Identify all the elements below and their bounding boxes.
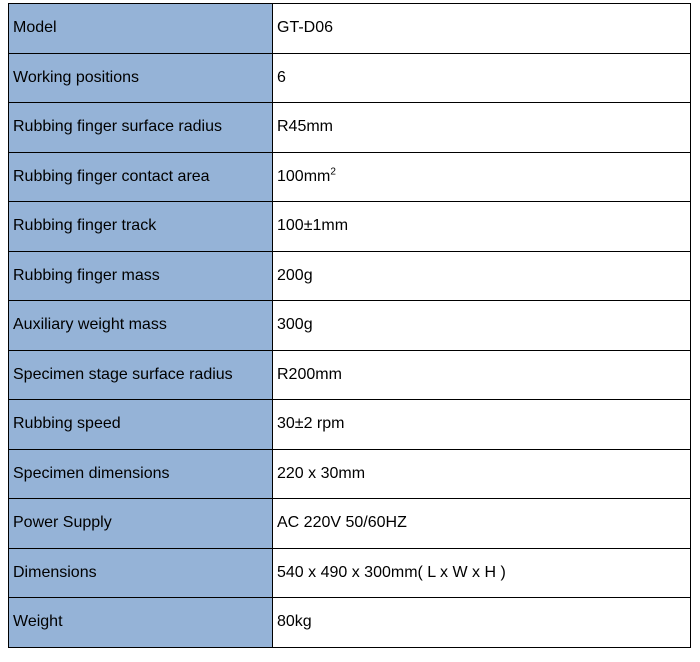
spec-label: Rubbing finger contact area [9,152,273,202]
table-row [9,103,691,153]
spec-value: R200mm [273,350,691,400]
spec-value: 220 x 30mm [273,449,691,499]
table-row [9,548,691,598]
spec-value: 30±2 rpm [273,400,691,450]
spec-value: AC 220V 50/60HZ [273,499,691,549]
spec-table [8,3,691,648]
table-row [9,499,691,549]
spec-value: 80kg [273,598,691,648]
spec-label: Specimen dimensions [9,449,273,499]
spec-label: Weight [9,598,273,648]
table-row [9,152,691,202]
spec-value: R45mm [273,103,691,153]
spec-value: GT-D06 [273,4,691,54]
superscript-exponent: 2 [330,166,336,178]
table-row [9,350,691,400]
spec-label: Specimen stage surface radius [9,350,273,400]
table-row [9,301,691,351]
spec-label: Working positions [9,53,273,103]
spec-label: Rubbing finger mass [9,251,273,301]
spec-table-body [9,4,691,648]
spec-label: Model [9,4,273,54]
spec-value: 200g [273,251,691,301]
spec-value: 300g [273,301,691,351]
table-row [9,449,691,499]
spec-label: Rubbing finger track [9,202,273,252]
spec-label: Rubbing speed [9,400,273,450]
spec-label: Dimensions [9,548,273,598]
spec-value: 100±1mm [273,202,691,252]
table-row [9,202,691,252]
spec-value: 540 x 490 x 300mm( L x W x H ) [273,548,691,598]
table-row [9,598,691,648]
table-row [9,400,691,450]
table-row [9,251,691,301]
table-row [9,4,691,54]
table-row [9,53,691,103]
spec-value: 6 [273,53,691,103]
spec-label: Power Supply [9,499,273,549]
spec-value [273,152,691,202]
spec-label: Auxiliary weight mass [9,301,273,351]
spec-label: Rubbing finger surface radius [9,103,273,153]
spec-value-text: 100mm [277,167,331,185]
